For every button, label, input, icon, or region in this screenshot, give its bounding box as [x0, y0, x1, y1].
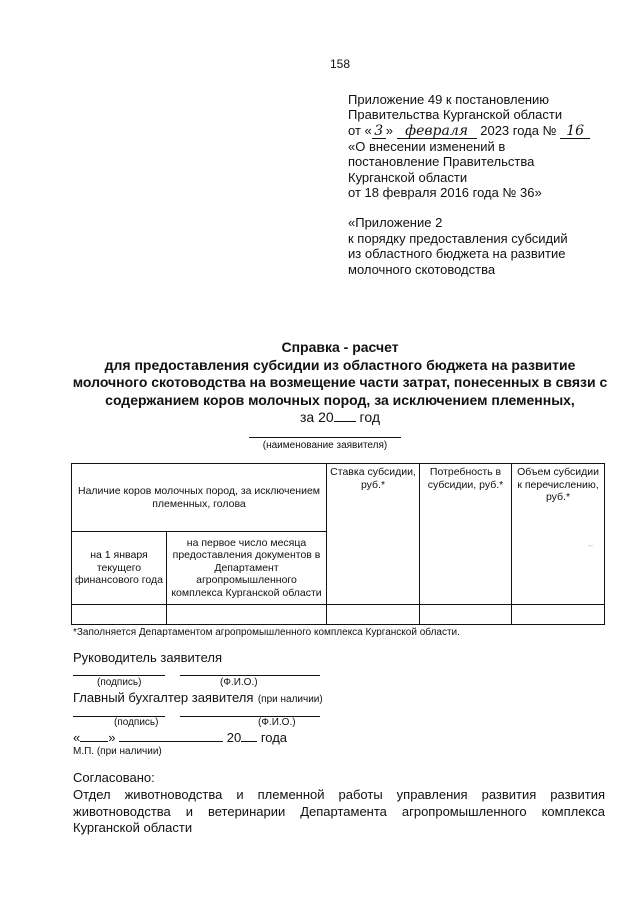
head-signature-line — [73, 675, 165, 676]
head-label: Руководитель заявителя — [73, 650, 222, 665]
header-amount — [512, 464, 605, 605]
head-fio-line — [180, 675, 320, 676]
accountant-fio-line — [180, 716, 320, 717]
title-line3: молочного скотоводства на возмещение части затрат, понесенных в связи с — [72, 374, 608, 390]
table-cell-empty — [512, 605, 605, 625]
date-year-prefix: 20 — [226, 730, 242, 745]
table-cell-empty — [72, 605, 167, 625]
appendix-line9: к порядку предоставления субсидий — [348, 230, 568, 246]
title-line4: содержанием коров молочных пород, за исключением племенных, — [105, 391, 575, 408]
appendix-line6: Курганской области — [348, 169, 468, 185]
applicant-name-line — [249, 437, 401, 438]
subheader-first-of-month: на первое число месяца предоставления документов в Департамент агропромышленного комплекса Курганской области — [167, 532, 327, 605]
table-footnote: *Заполняется Департаментом агропромышленного комплекса Курганской области. — [73, 627, 460, 638]
accountant-label: Главный бухгалтер заявителя — [73, 690, 254, 705]
table-cell-empty — [167, 605, 327, 625]
agreed-label: Согласовано: — [73, 770, 155, 785]
signature-date-line — [73, 730, 287, 745]
subheader-jan: на 1 января текущего финансового года — [72, 532, 167, 605]
date-year: 2023 года № — [480, 122, 557, 138]
accountant-if-any: (при наличии) — [257, 694, 323, 705]
header-need: Потребность в субсидии, руб.* — [420, 464, 512, 605]
faint-mark: -- — [587, 540, 594, 550]
head-podpis-label: (подпись) — [97, 677, 142, 688]
appendix-line10: из областного бюджета на развитие — [348, 246, 566, 262]
header-amount-label: Объем субсидии к перечислению, руб.* — [517, 466, 599, 503]
page-number: 158 — [329, 57, 351, 71]
title-year-suffix: год — [359, 409, 380, 425]
title-line2: для предоставления субсидии из областного бюджета на развитие — [104, 356, 576, 373]
appendix-line11: молочного скотоводства — [348, 261, 496, 277]
title-year-line — [60, 409, 620, 427]
handwritten-number: 16 — [560, 125, 590, 139]
agreed-text: Отдел животноводства и племенной работы управления развития развития животноводства и ветеринарии Департамента агропромышленного комплекса Курганской области — [73, 787, 605, 835]
appendix-date-line — [348, 123, 618, 139]
date-open-quote: « — [73, 730, 81, 745]
date-month-blank — [119, 730, 223, 742]
document-title — [60, 339, 620, 427]
table-cell-empty — [420, 605, 512, 625]
title-line1: Справка - расчет — [281, 339, 399, 355]
handwritten-day: 3 — [372, 125, 386, 139]
year-blank — [334, 410, 356, 422]
accountant-podpis-label: (подпись) — [114, 717, 159, 728]
appendix-block — [348, 92, 618, 277]
accountant-fio-label: (Ф.И.О.) — [258, 717, 296, 728]
applicant-name-label: (наименование заявителя) — [262, 440, 388, 451]
calculation-table — [71, 463, 605, 625]
stamp-label: М.П. (при наличии) — [73, 746, 162, 757]
date-close-quote: » — [108, 730, 116, 745]
appendix-line5: постановление Правительства — [348, 154, 535, 170]
handwritten-month: февраля — [397, 125, 477, 139]
date-prefix: от « — [348, 122, 372, 138]
appendix-line8: «Приложение 2 — [348, 215, 443, 231]
appendix-line4: «О внесении изменений в — [348, 138, 506, 154]
appendix-line1: Приложение 49 к постановлению — [348, 92, 550, 107]
appendix-line2: Правительства Курганской области — [348, 107, 563, 123]
accountant-line — [73, 689, 323, 707]
appendix-line7: от 18 февраля 2016 года № 36» — [348, 185, 542, 201]
table-cell-empty — [327, 605, 420, 625]
date-mid: » — [385, 122, 393, 138]
header-cows: Наличие коров молочных пород, за исключением племенных, голова — [72, 464, 327, 532]
title-year-prefix: за 20 — [299, 409, 334, 425]
date-year-suffix: года — [260, 730, 288, 745]
date-day-blank — [80, 730, 108, 742]
date-year-blank — [241, 730, 257, 742]
header-rate: Ставка субсидии, руб.* — [327, 464, 420, 605]
head-fio-label: (Ф.И.О.) — [220, 677, 258, 688]
